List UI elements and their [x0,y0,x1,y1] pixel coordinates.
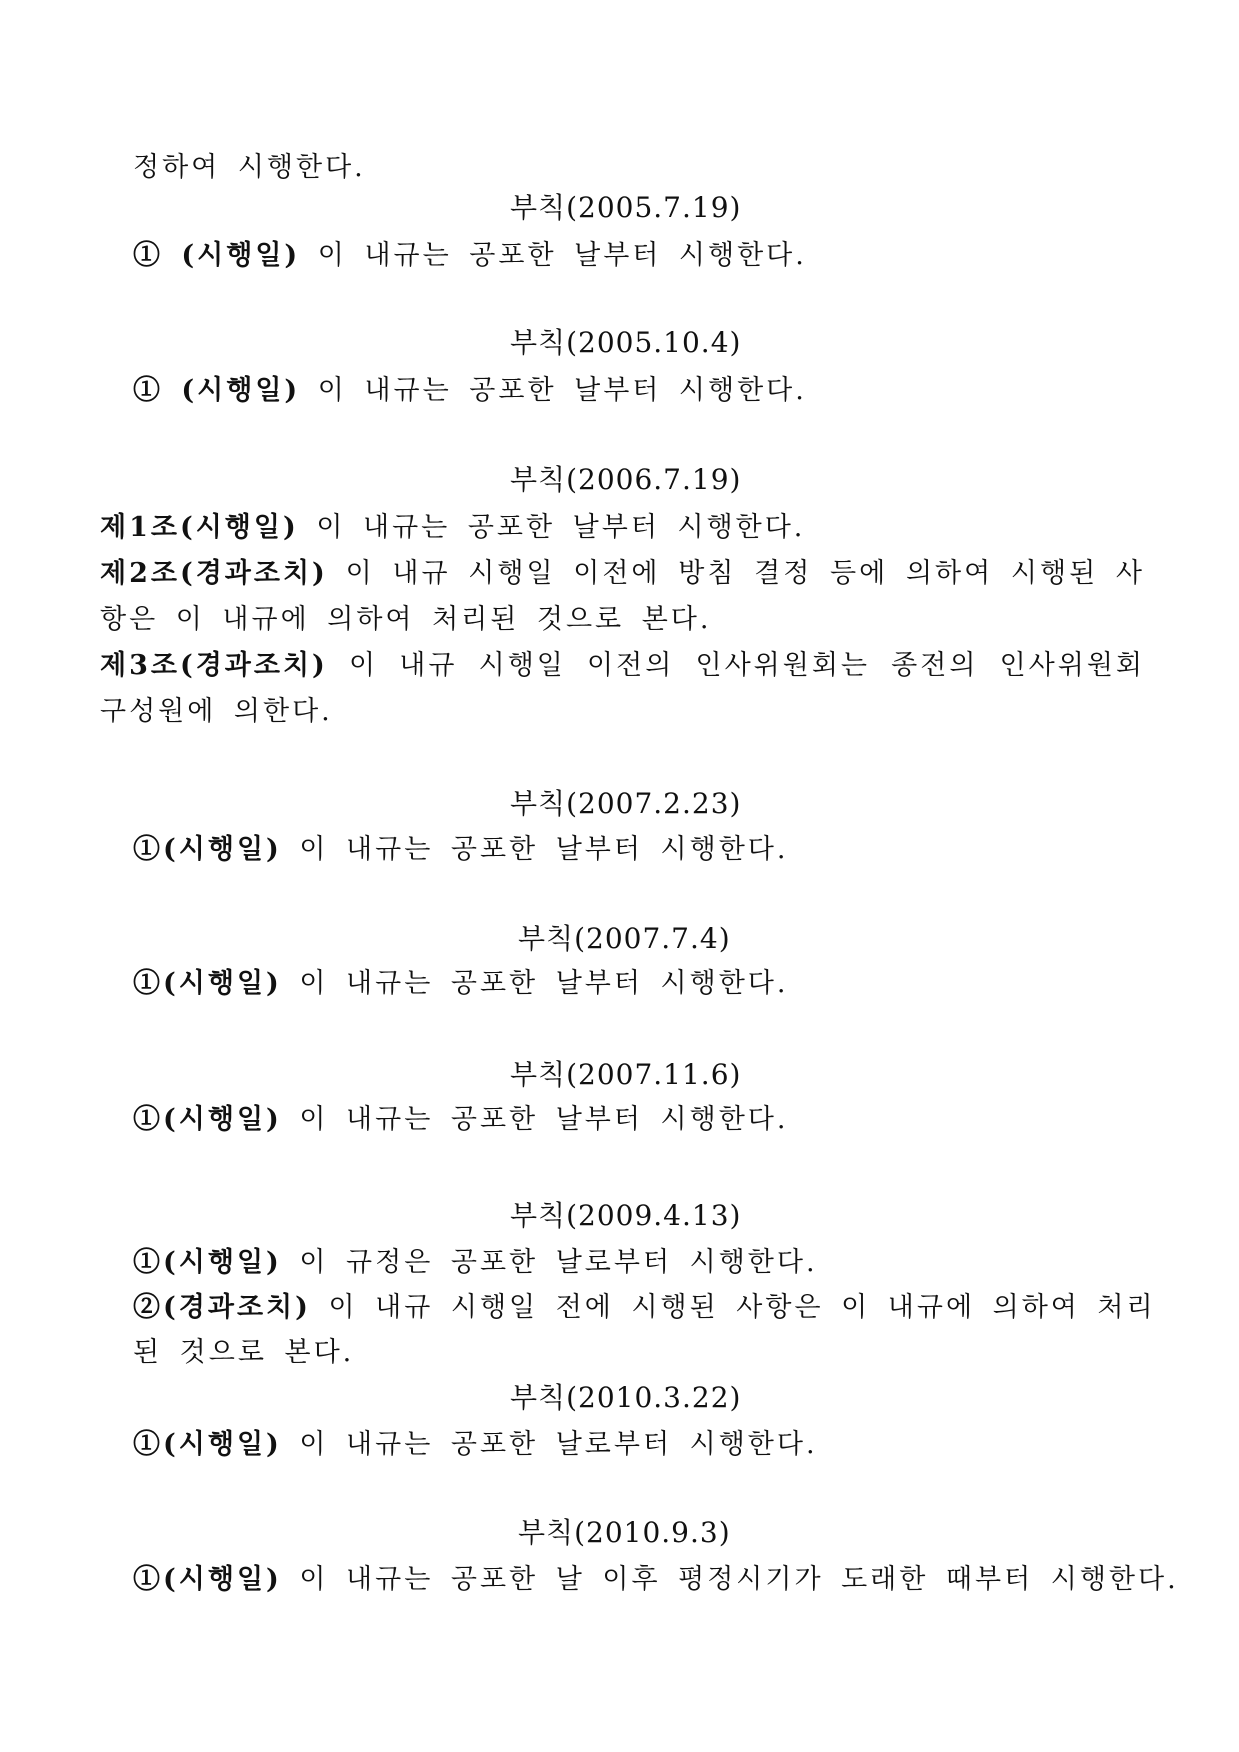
paragraph-line [133,830,788,870]
addendum-heading: 부칙(2005.7.19) [510,191,742,224]
clause-text: 이 규정은 공포한 날로부터 시행한다. [281,1247,818,1278]
clause-text: 이 내규는 공포한 날부터 시행한다. [281,834,789,865]
article-text: 항은 이 내규에 의하여 처리된 것으로 본다. [100,604,712,635]
text-line [133,148,366,188]
addendum-heading: 부칙(2010.3.22) [510,1381,742,1414]
paragraph-line [133,236,807,276]
addendum-heading: 부칙(2005.10.4) [510,326,742,359]
clause-label: ②(경과조치) [133,1292,311,1323]
article-line [100,508,805,548]
paragraph-line [133,964,788,1004]
article-line [100,554,1145,594]
addendum-heading: 부칙(2007.2.23) [510,787,742,820]
article-line-continued [100,692,333,732]
clause-text: 이 내규는 공포한 날부터 시행한다. [281,1104,789,1135]
paragraph-line [133,1100,788,1140]
clause-text: 이 내규는 공포한 날부터 시행한다. [281,968,789,999]
article-label: 제1조(시행일) [100,512,299,543]
clause-label: ① (시행일) [133,375,301,406]
clause-text: 이 내규는 공포한 날부터 시행한다. [300,240,807,271]
article-text: 구성원에 의한다. [100,696,333,727]
addendum-heading: 부칙(2009.4.13) [510,1199,742,1232]
clause-label: ①(시행일) [133,834,282,865]
clause-label: ①(시행일) [133,1564,282,1595]
article-line [100,646,1145,686]
article-text: 이 내규 시행일 이전의 인사위원회는 종전의 인사위원회 [327,650,1145,681]
clause-label: ① (시행일) [133,240,301,271]
clause-text: 이 내규는 공포한 날 이후 평정시기가 도래한 때부터 시행한다. [281,1564,1179,1595]
paragraph-line [133,1425,818,1465]
clause-label: ①(시행일) [133,1247,282,1278]
article-label: 제2조(경과조치) [100,558,328,589]
clause-label: ①(시행일) [133,1429,282,1460]
addendum-heading: 부칙(2006.7.19) [510,463,742,496]
clause-text: 이 내규는 공포한 날부터 시행한다. [300,375,807,406]
addendum-heading: 부칙(2010.9.3) [518,1516,731,1549]
paragraph-line-continued [133,1333,354,1373]
paragraph-line [133,1288,1156,1328]
article-text: 이 내규 시행일 이전에 방침 결정 등에 의하여 시행된 사 [327,558,1145,589]
paragraph-line [133,371,807,411]
text: 정하여 시행한다. [133,152,366,183]
addendum-heading: 부칙(2007.11.6) [510,1058,742,1091]
addendum-heading: 부칙(2007.7.4) [518,922,731,955]
clause-label: ①(시행일) [133,968,282,999]
paragraph-line [133,1560,1179,1600]
article-line-continued [100,600,711,640]
article-label: 제3조(경과조치) [100,650,328,681]
article-text: 이 내규는 공포한 날부터 시행한다. [298,512,806,543]
paragraph-line [133,1243,818,1283]
clause-text: 이 내규는 공포한 날로부터 시행한다. [281,1429,818,1460]
clause-label: ①(시행일) [133,1104,282,1135]
clause-text: 된 것으로 본다. [133,1337,355,1368]
clause-text: 이 내규 시행일 전에 시행된 사항은 이 내규에 의하여 처리 [310,1292,1156,1323]
